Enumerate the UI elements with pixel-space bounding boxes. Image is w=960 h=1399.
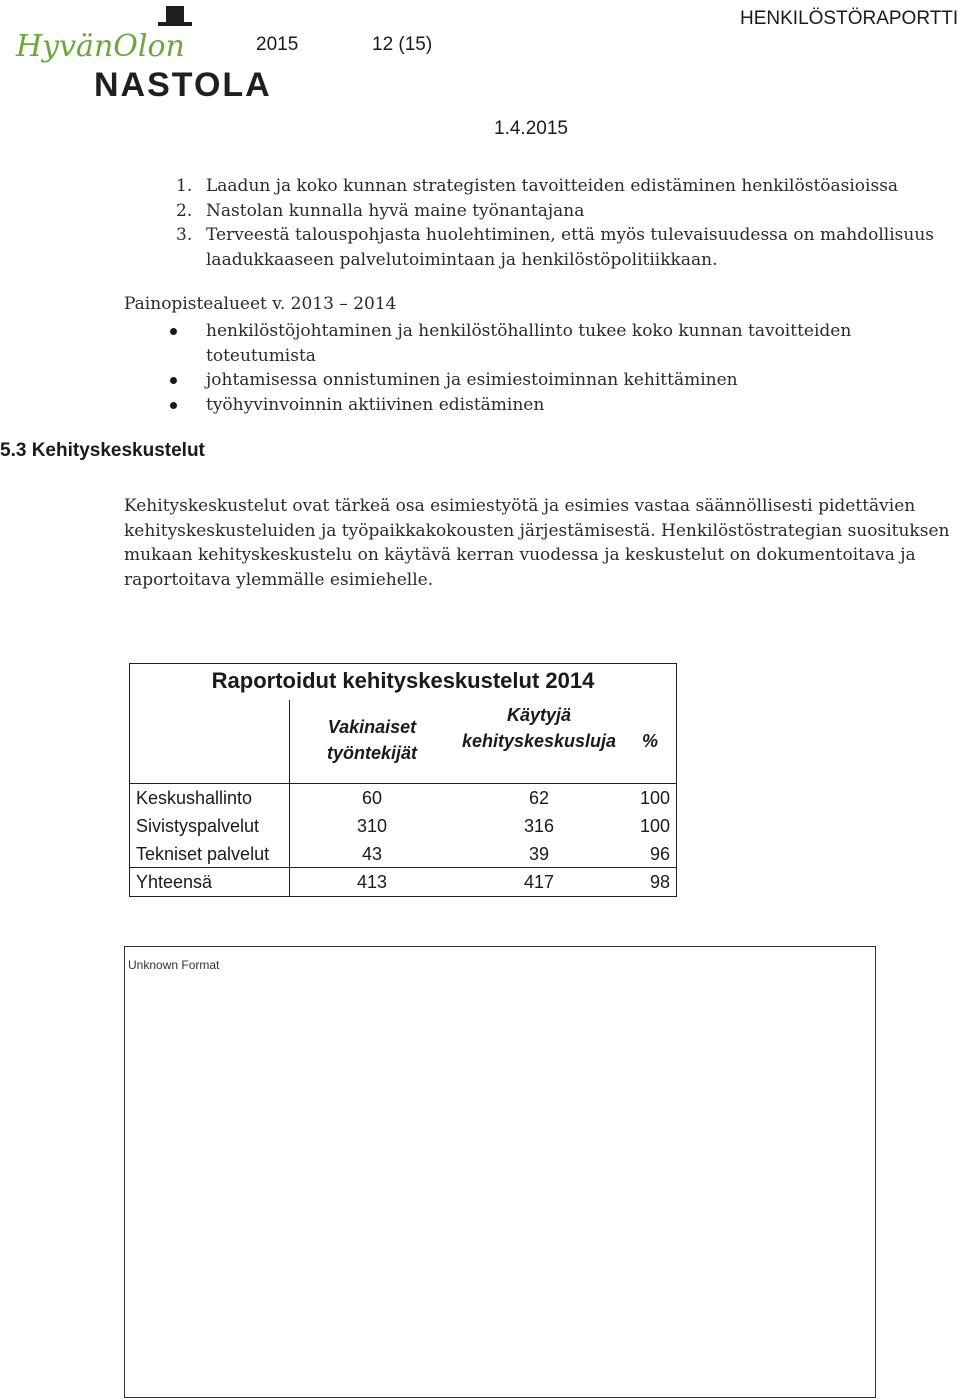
bullet-icon [170,328,177,335]
figure-format-label: Unknown Format [128,958,220,972]
goals-list [124,174,960,272]
table-title: Raportoidut kehityskeskustelut 2014 [211,668,595,693]
bullet-icon [170,402,177,409]
logo-brand-text: NASTOLA [94,66,272,104]
list-item: 3. Terveestä talouspohjasta huolehtiminen, että myös tulevaisuudessa on mahdollisuus laadukkaaseen palvelutoimintaan ja henkilöstöpolitiikkaan. [176,225,934,270]
header-page-number: 12 (15) [372,34,433,55]
list-item: 1. Laadun ja koko kunnan strategisten tavoitteiden edistäminen henkilöstöasioissa [176,176,899,196]
header-date: 1.4.2015 [494,118,568,139]
reported-discussions-table: Raportoidut kehityskeskustelut 2014 Vakinaiset työntekijät Käytyjä kehityskeskusluja % Keskushallinto 60 62 100 Sivistyspalvelut 310 316 100 Tekniset palvelut 43 39 96 Yhteensä 413 417 98 [129,663,677,897]
list-item: johtamisessa onnistuminen ja esimiestoiminnan kehittäminen [124,368,884,393]
section-title: 5.3 Kehityskeskustelut [0,440,205,461]
header-year: 2015 [256,34,299,55]
column-header-discussions: Käytyjä kehityskeskusluja [461,705,617,751]
header-report-title: HENKILÖSTÖRAPORTTI [740,8,959,29]
list-item: henkilöstöjohtaminen ja henkilöstöhallinto tukee koko kunnan tavoitteiden toteutumista [124,319,884,368]
bullet-icon [170,377,177,384]
logo-hat-icon [166,6,184,24]
focus-heading: Painopistealueet v. 2013 – 2014 [124,294,397,314]
logo-script-text: HyvänOlon [16,29,185,64]
list-item: työhyvinvoinnin aktiivinen edistäminen [124,393,884,418]
section-paragraph: Kehityskeskustelut ovat tärkeä osa esimiestyötä ja esimies vastaa säännöllisesti pidettävien kehityskeskusteluiden ja työpaikkakokousten järjestämisestä. Henkilöstöstrategian suosituksen mukaan kehityskeskustelu on käytävä kerran vuodessa ja keskustelut on dokumentoitava ja raportoitava ylemmälle esimiehelle. [124,496,950,590]
nastola-logo [14,4,272,104]
focus-list [124,319,884,417]
list-item: 2. Nastolan kunnalla hyvä maine työnantajana [176,200,585,221]
embedded-figure-placeholder [124,946,876,1398]
column-header-permanent: Vakinaiset työntekijät [326,717,418,763]
logo-graphic [14,4,272,104]
column-header-percent: % [641,731,658,751]
